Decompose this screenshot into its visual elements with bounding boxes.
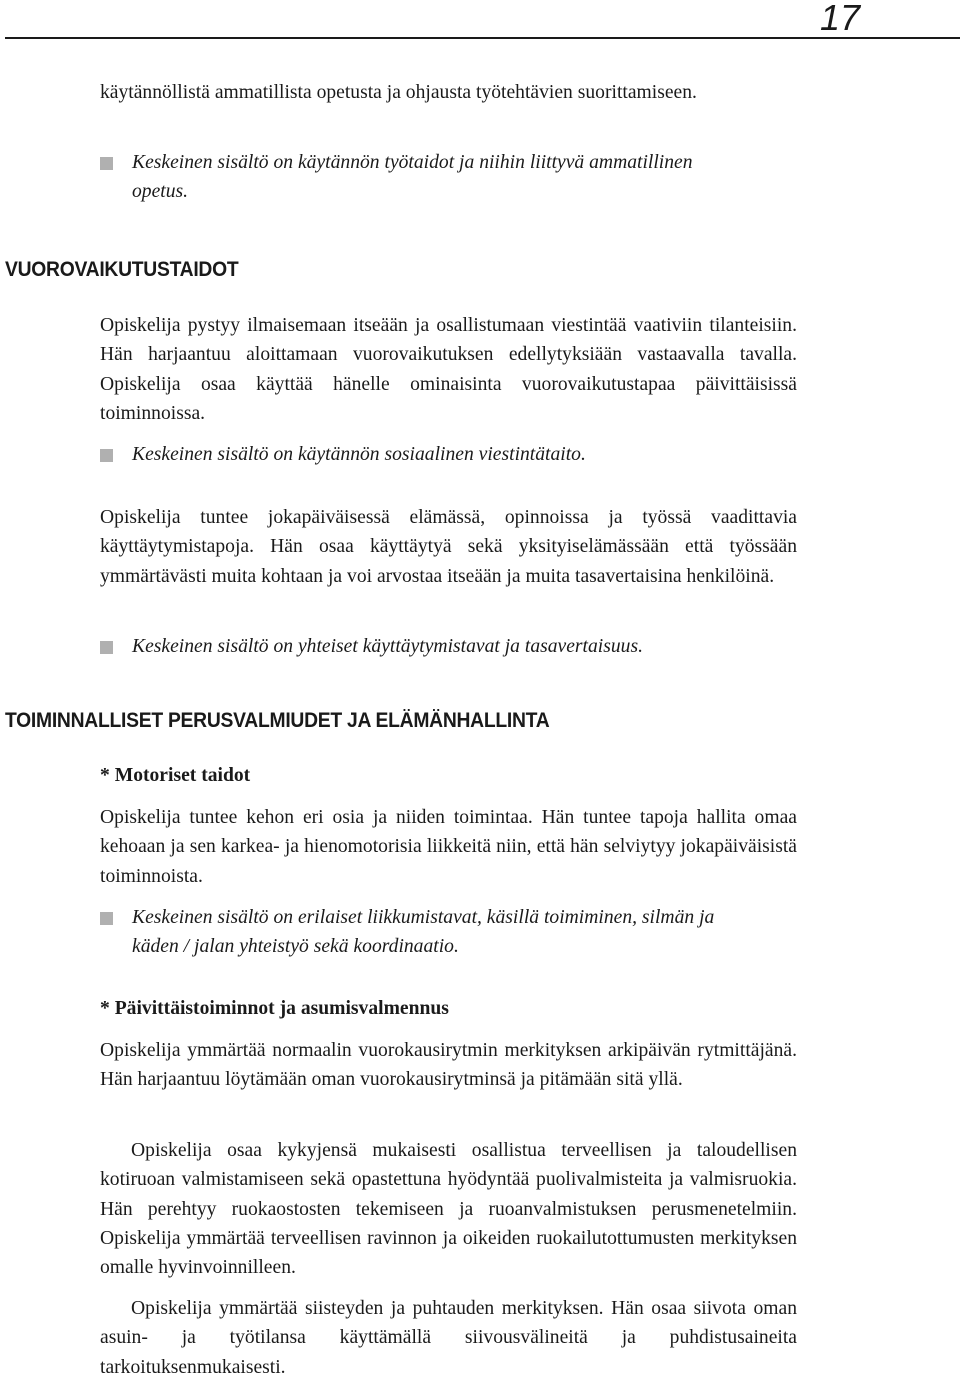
header-rule: [5, 37, 960, 39]
section-heading: VUOROVAIKUTUSTAIDOT: [5, 258, 239, 281]
square-bullet-icon: [100, 157, 113, 170]
bullet-text: Keskeinen sisältö on käytännön sosiaalinen viestintätaito.: [132, 444, 586, 465]
bullet-item: [100, 148, 740, 207]
paragraph: Opiskelija tuntee jokapäiväisessä elämässä, opinnoissa ja työssä vaadittavia käyttäytymistapoja. Hän osaa käyttäytyä sekä yksityiselämässään että työssään ymmärtävästi muita kohtaan ja voi arvostaa itseään ja muita tasavertaisina henkilöinä.: [100, 507, 797, 587]
paragraph: Opiskelija pystyy ilmaisemaan itseään ja osallistumaan viestintää vaativiin tilanteisiin. Hän harjaantuu aloittamaan vuorovaikutuksen edellytyksiään vastaavalla tavalla. Opiskelija osaa käyttää hänelle ominaisinta vuorovaikutustapaa päivittäisissä toiminnoissa.: [100, 315, 797, 424]
square-bullet-icon: [100, 912, 113, 925]
page-number: 17: [819, 0, 860, 38]
square-bullet-icon: [100, 449, 113, 462]
bullet-item: [100, 903, 760, 962]
bullet-text: Keskeinen sisältö on käytännön työtaidot ja niihin liittyvä ammatillinen opetus.: [132, 152, 693, 203]
paragraph: Opiskelija osaa kykyjensä mukaisesti osallistua terveellisen ja taloudellisen kotiruoan valmistamiseen sekä opastettuna hyödyntää puolivalmisteita ja valmisruokia. Hän perehtyy ruokaostosten tekemiseen ja ruoanvalmistuksen perusmenetelmiin. Opiskelija ymmärtää terveellisen ravinnon ja oikeiden ruokailutottumusten merkityksen omalle hyvinvoinnilleen.: [100, 1140, 797, 1279]
bullet-item: [100, 440, 800, 469]
intro-paragraph: käytännöllistä ammatillista opetusta ja ohjausta työtehtävien suorittamiseen.: [100, 82, 697, 103]
square-bullet-icon: [100, 641, 113, 654]
paragraph: Opiskelija ymmärtää normaalin vuorokausirytmin merkityksen arkipäivän rytmittäjänä. Hän harjaantuu löytämään oman vuorokausirytminsä ja pitämään sitä yllä.: [100, 1040, 797, 1091]
paragraph: Opiskelija tuntee kehon eri osia ja niiden toimintaa. Hän tuntee tapoja hallita omaa kehoaan ja sen karkea- ja hienomotorisia liikkeitä niin, että hän selviytyy jokapäiväisistä toiminnoista.: [100, 807, 797, 887]
bullet-text: Keskeinen sisältö on erilaiset liikkumistavat, käsillä toimiminen, silmän ja käden / jalan yhteistyö sekä koordinaatio.: [132, 907, 715, 958]
paragraph: Opiskelija ymmärtää siisteyden ja puhtauden merkityksen. Hän osaa siivota oman asuin- ja työtilansa käyttämällä siivousvälineitä ja puhdistusaineita tarkoituksenmukaisesti.: [100, 1298, 797, 1378]
subsection-heading: * Motoriset taidot: [100, 765, 251, 786]
subsection-heading: * Päivittäistoiminnot ja asumisvalmennus: [100, 998, 449, 1019]
bullet-item: [100, 632, 800, 661]
section-heading: TOIMINNALLISET PERUSVALMIUDET JA ELÄMÄNHALLINTA: [5, 709, 550, 732]
bullet-text: Keskeinen sisältö on yhteiset käyttäytymistavat ja tasavertaisuus.: [132, 636, 643, 657]
